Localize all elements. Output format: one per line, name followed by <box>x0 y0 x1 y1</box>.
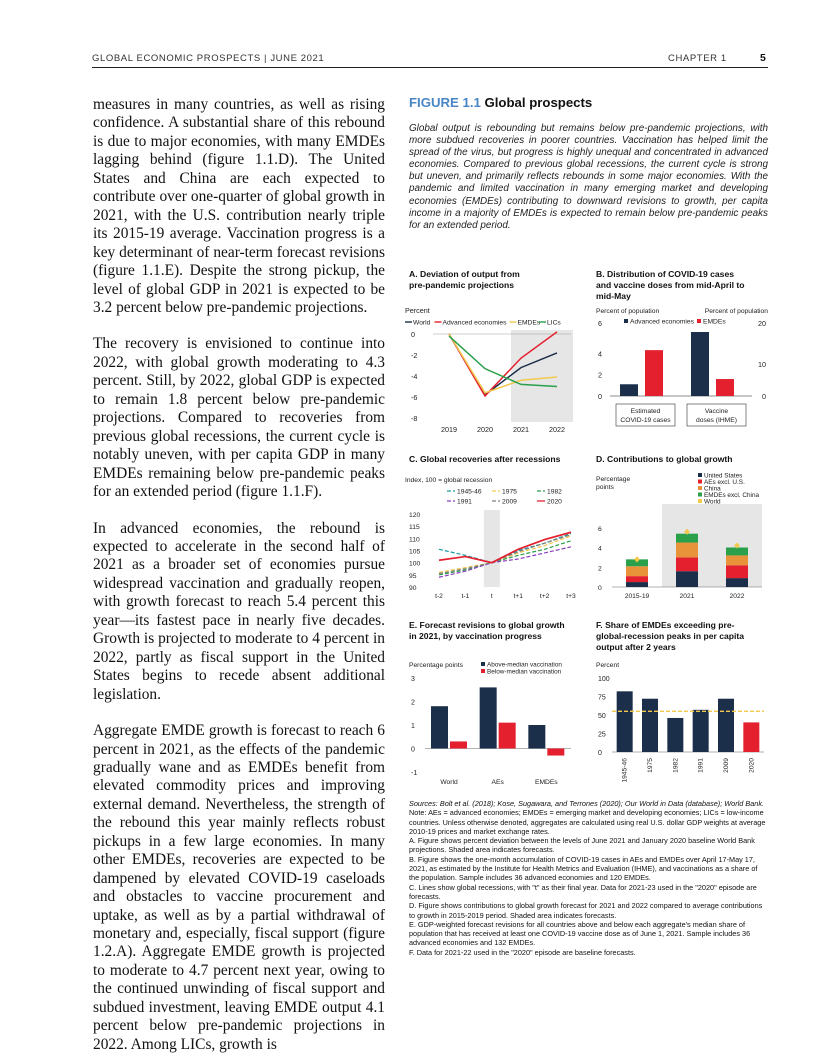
stack-segment-china <box>676 543 698 558</box>
body-text-column <box>93 96 385 1056</box>
y-axis-label: Percent <box>596 662 620 669</box>
panel-f-title <box>596 620 744 653</box>
y-axis-label: Percentage points <box>409 662 463 669</box>
stack-segment-china <box>726 555 748 565</box>
y-tick-label: 2 <box>598 565 602 573</box>
legend-label: EMDEs excl. China <box>704 492 760 499</box>
y-tick-label: 4 <box>598 349 602 359</box>
bar-2009 <box>718 699 734 752</box>
y-tick-label: 0 <box>411 746 415 754</box>
y-axis-label: Percent <box>405 306 430 315</box>
y-tick-label: 2 <box>411 699 415 707</box>
body-paragraph: measures in many countries, as well as rising confidence. A substantial share of this rebound is due to major economies, with many EMDEs lagging behind (figure 1.1.D). The United States and China are each expected to contribute over one-quarter of global growth in 2021, with the U.S. contribution nearly triple its 2015-19 average. Vaccination progress is a key determinant of near-term forecast revisions (figure 1.1.E). Despite the strong pickup, the level of global GDP in 2021 is expected to be 3.2 percent below pre-pandemic projections. <box>93 96 385 316</box>
chart-f-emdes-exceeding-peaks <box>592 656 772 788</box>
x-tick-label: 1975 <box>647 758 654 773</box>
legend-swatch <box>481 662 485 666</box>
legend-swatch <box>481 669 485 673</box>
stack-segment-united-states <box>626 582 648 587</box>
x-tick-label: t+1 <box>513 593 523 600</box>
y-tick-label: 100 <box>598 676 610 683</box>
x-tick-label: EMDEs <box>534 779 558 786</box>
y-tick-label: 6 <box>598 525 602 533</box>
category-label: COVID-19 cases <box>620 417 671 424</box>
legend-label: AEs excl. U.S. <box>704 479 745 486</box>
legend-label: United States <box>704 472 743 480</box>
y-tick-label: 0 <box>411 330 415 339</box>
running-head: GLOBAL ECONOMIC PROSPECTS | JUNE 2021 <box>92 53 325 64</box>
panel-a-title-line: pre-pandemic projections <box>409 280 515 290</box>
y-tick-label: -4 <box>411 372 418 381</box>
panel-d-title: D. Contributions to global growth <box>596 454 733 464</box>
body-paragraph: Aggregate EMDE growth is forecast to reach 6 percent in 2021, as the effects of the pandemic gradually wane and as EMDEs benefit from elevated commodity prices and improving external demand. Nevertheless, the strength of the rebound this year mainly reflects robust pickups in a few large economies. In many other EMDEs, recoveries are expected to be dampened by elevated COVID-19 caseloads and obstacles to vaccine procurement and uptake, as well as by a partial withdrawal of monetary and, especially, fiscal support (figure 1.2.A). Aggregate EMDE growth is projected to moderate to 4.7 percent next year, owing to the continued unwinding of fiscal support and subdued investment, leaving EMDE output 4.1 percent below pre-pandemic projections in 2022. Among LICs, growth is <box>93 722 385 1053</box>
panel-b-title <box>596 269 745 302</box>
bar-above-median-vaccination <box>431 706 448 748</box>
y-tick-label: 20 <box>758 319 766 328</box>
x-tick-label: 2009 <box>723 758 730 773</box>
recession-shade <box>484 510 500 587</box>
stack-segment-aes-excl-u-s- <box>726 565 748 578</box>
y-tick-label: 120 <box>409 512 421 519</box>
x-tick-label: 1982 <box>672 758 680 773</box>
y-axis-label-right: Percent of population <box>704 308 768 315</box>
bar-emdes <box>645 350 663 396</box>
chart-d-growth-contributions <box>592 470 772 605</box>
bar-below-median-vaccination <box>450 741 467 748</box>
y-tick-label: 25 <box>598 731 606 739</box>
y-tick-label: 50 <box>598 713 606 720</box>
y-axis-label: Index, 100 = global recession <box>405 477 493 484</box>
y-tick-label: -2 <box>411 351 418 360</box>
bar-advanced-economies <box>620 384 638 396</box>
panel-f-title-line: output after 2 years <box>596 642 676 652</box>
bar-1945-46 <box>617 691 633 752</box>
bar-1975 <box>642 699 658 752</box>
panel-e-title-line: E. Forecast revisions to global growth <box>409 620 565 630</box>
y-tick-label: 0 <box>598 750 602 757</box>
y-tick-label: 100 <box>409 560 421 568</box>
panel-e-title <box>409 620 565 642</box>
y-tick-label: 0 <box>598 392 602 401</box>
legend-label: Below-median vaccination <box>487 668 562 676</box>
figure-notes <box>409 799 769 957</box>
x-tick-label: t+2 <box>539 593 550 600</box>
y-tick-label: 95 <box>409 572 417 580</box>
legend-swatch <box>697 319 701 323</box>
note-panel-e: E. GDP-weighted forecast revisions for all countries above and below each aggregate's median share of population that has received at least one COVID-19 vaccine dose as of June 1, 2021. Sample includes 36 advanced economies and 132 EMDEs. <box>409 919 751 948</box>
x-tick-label: t <box>490 593 493 600</box>
bar-1982 <box>667 718 683 752</box>
legend-label: 2009 <box>502 498 517 506</box>
header-rule <box>92 67 768 68</box>
y-tick-label: 6 <box>598 319 602 328</box>
legend-label: LICs <box>547 319 561 327</box>
panel-b-title-line: and vaccine doses from mid-April to <box>596 280 745 290</box>
stack-segment-china <box>626 566 648 576</box>
panel-c-title: C. Global recoveries after recessions <box>409 454 561 464</box>
x-tick-label: t-2 <box>435 593 443 600</box>
figure-label: FIGURE 1.1 <box>409 95 481 110</box>
y-tick-label: 3 <box>411 676 415 683</box>
chart-a-output-deviation <box>405 302 585 442</box>
bar-above-median-vaccination <box>528 725 545 749</box>
page-number: 5 <box>760 52 766 64</box>
x-tick-label: 2019 <box>441 425 457 434</box>
x-tick-label: 1945-46 <box>621 758 629 783</box>
legend-swatch <box>698 486 702 490</box>
stack-segment-united-states <box>676 571 698 587</box>
chart-e-forecast-revisions <box>405 656 585 788</box>
legend-label: EMDEs <box>517 319 541 327</box>
note-panel-f: F. Data for 2021-22 used in the "2020" episode are baseline forecasts. <box>409 947 636 957</box>
y-axis-label: points <box>596 484 614 491</box>
category-label: doses (IHME) <box>696 417 737 424</box>
panel-a-title <box>409 269 520 291</box>
y-tick-label: 10 <box>758 360 766 369</box>
x-tick-label: 2020 <box>477 425 493 434</box>
y-tick-label: 2 <box>598 370 602 380</box>
x-tick-label: 1991 <box>697 758 705 773</box>
stack-segment-emdes-excl-china <box>726 548 748 556</box>
legend-label: Above-median vaccination <box>487 661 562 669</box>
forecast-shade <box>511 330 573 422</box>
x-tick-label: AEs <box>491 779 504 786</box>
panel-f-title-line: F. Share of EMDEs exceeding pre- <box>596 620 735 630</box>
panel-b-title-line: B. Distribution of COVID-19 cases <box>596 269 735 279</box>
y-axis-label: Percentage <box>596 476 631 483</box>
stack-segment-united-states <box>726 578 748 587</box>
legend-swatch <box>698 493 702 497</box>
legend-label: World <box>704 498 721 506</box>
legend-label: Advanced economies <box>442 319 507 327</box>
x-tick-label: 2022 <box>549 425 565 434</box>
note-panel-d: D. Figure shows contributions to global growth forecast for 2021 and 2022 compared to average contributions to growth in 2015-2019 period. Shaded area indicates forecasts. <box>409 901 763 920</box>
category-label: Estimated <box>630 408 661 415</box>
chapter-label: CHAPTER 1 <box>668 53 727 64</box>
note-panel-c: C. Lines show global recessions, with "t" as their final year. Data for 2021-23 used in the "2020" episode are forecasts. <box>409 882 757 901</box>
figure-title-text: Global prospects <box>484 95 593 110</box>
bar-above-median-vaccination <box>480 687 497 748</box>
bar-emdes <box>716 379 734 396</box>
body-paragraph: The recovery is envisioned to continue into 2022, with global growth moderating to 4.3 percent. Still, by 2022, global GDP is expected to remain 1.8 percent below pre-pandemic projections. Compared to recoveries from previous global recessions, the current cycle is notably uneven, with per capita GDP in many EMDEs remaining below pre-pandemic peaks for an extended period (figure 1.1.F). <box>93 335 385 501</box>
x-tick-label: t+3 <box>566 593 576 600</box>
figure-title <box>409 95 592 110</box>
y-tick-label: 115 <box>409 524 420 532</box>
y-tick-label: 0 <box>598 585 602 592</box>
y-tick-label: 4 <box>598 545 602 553</box>
note-panel-a: A. Figure shows percent deviation between the levels of June 2021 and January 2020 baseline World Bank projections. Shaded area indicates forecasts. <box>409 836 755 855</box>
note-sources: Sources: Bolt et al. (2018); Kose, Sugawara, and Terrones (2020); Our World in Data (database); World Bank. <box>409 799 765 808</box>
note-definitions: Note: AEs = advanced economies; EMDEs = emerging market and developing economies; LICs = low-income countries. Unless otherwise denoted, aggregates are calculated using real U.S. dollar GDP weights at average 2010-19 prices and market exchange rates. <box>409 808 766 836</box>
bar-advanced-economies <box>691 332 709 396</box>
y-tick-label: 90 <box>409 585 417 592</box>
body-paragraph: In advanced economies, the rebound is expected to accelerate in the second half of 2021 as a broader set of economies pursue widespread vaccination and gradually reopen, with growth forecast to reach 5.4 percent this year—its fastest pace in nearly five decades. Growth is projected to moderate to 4 percent in 2022, partly as fiscal support in the United States begins to recede absent additional legislation. <box>93 519 385 703</box>
legend-label: China <box>704 485 721 493</box>
legend-swatch <box>698 480 702 484</box>
x-tick-label: 2022 <box>729 593 745 600</box>
legend-label: 1991 <box>457 498 472 506</box>
series-line-1991 <box>439 547 571 577</box>
y-tick-label: -1 <box>411 770 418 777</box>
legend-swatch <box>698 499 702 503</box>
panel-a-title-line: A. Deviation of output from <box>409 269 520 279</box>
x-tick-label: t-1 <box>461 593 470 600</box>
x-tick-label: 2021 <box>513 425 529 434</box>
panel-e-title-line: in 2021, by vaccination progress <box>409 631 542 641</box>
legend-label: 1982 <box>547 488 562 496</box>
panel-b-title-line: mid-May <box>596 291 631 301</box>
bar-below-median-vaccination <box>499 723 516 749</box>
panel-f-title-line: global-recession peaks in per capita <box>596 631 745 641</box>
legend-label: 1945-46 <box>457 488 482 496</box>
y-tick-label: 1 <box>411 723 415 730</box>
category-label: Vaccine <box>704 408 729 415</box>
bar-2020 <box>743 722 759 752</box>
legend-swatch <box>624 319 628 323</box>
x-tick-label: World <box>440 779 458 786</box>
y-tick-label: 75 <box>598 694 606 702</box>
stack-segment-aes-excl-u-s- <box>676 557 698 571</box>
bar-1991 <box>693 710 709 752</box>
y-tick-label: 105 <box>409 548 421 556</box>
y-tick-label: 110 <box>409 536 420 544</box>
x-tick-label: 2015-19 <box>624 593 650 600</box>
y-tick-label: -6 <box>411 393 418 402</box>
y-tick-label: 0 <box>762 392 766 401</box>
stack-segment-emdes-excl-china <box>676 534 698 543</box>
legend-label: EMDEs <box>703 318 726 326</box>
x-tick-label: 2021 <box>679 593 695 600</box>
chart-c-recoveries <box>405 470 585 605</box>
legend-swatch <box>698 473 702 477</box>
legend-label: World <box>413 319 431 327</box>
y-tick-label: -8 <box>411 414 418 423</box>
y-axis-label-left: Percent of population <box>596 308 660 315</box>
legend-label: 1975 <box>502 488 517 496</box>
legend-label: 2020 <box>547 498 562 506</box>
bar-below-median-vaccination <box>547 749 564 756</box>
figure-summary: Global output is rebounding but remains below pre-pandemic projections, with more subdued recoveries in poorer countries. Vaccination has helped limit the spread of the virus, but progress is highly unequal and concentrated in advanced economies. Compared to previous global recessions, the current cycle is strong but uneven, and primarily reflects rebounds in some major economies. With the pandemic and limited vaccination in many emerging market and developing economies (EMDEs) contributing to downward revisions to growth, per capita income in a majority of EMDEs is expected to remain below pre-pandemic peaks for an extended period. <box>409 123 768 231</box>
x-tick-label: 2020 <box>748 758 756 773</box>
note-panel-b: B. Figure shows the one-month accumulation of COVID-19 cases in AEs and EMDEs over April 17-May 17, 2021, as estimated by the Institute for Health Metrics and Evaluation (IHME), and vaccinations as a share of the population. Sample includes 36 advanced economies and 120 EMDEs. <box>409 854 758 883</box>
stack-segment-aes-excl-u-s- <box>626 576 648 582</box>
chart-b-covid-distribution <box>592 302 772 442</box>
legend-label: Advanced economies <box>630 318 694 326</box>
